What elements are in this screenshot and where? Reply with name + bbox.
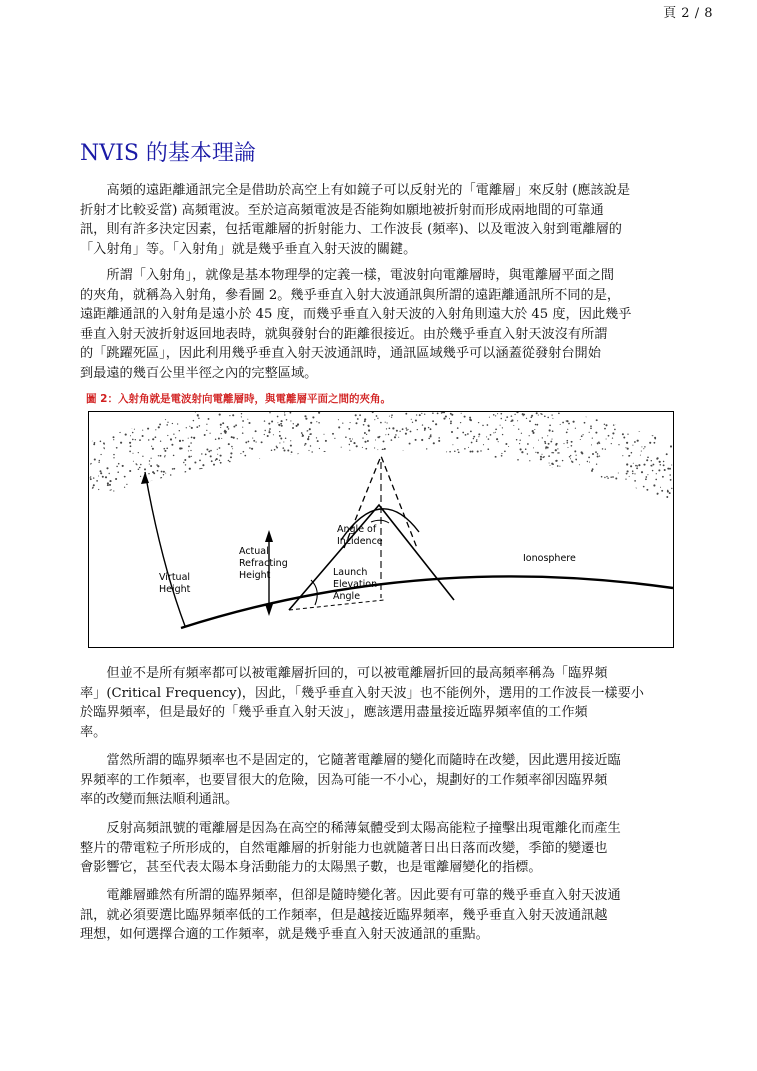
section-title: NVIS 的基本理論 [80,141,256,166]
page-number: 頁 2 / 8 [663,6,713,21]
ionosphere-diagram-svg [89,412,673,647]
virtual-height-arrow [145,472,185,626]
virtual-height-label-line2: Height [159,584,191,595]
incidence-label-line2: Incidence [337,536,383,547]
incidence-label-line1: Angle of [337,524,377,535]
paragraph-incidence-angle: 所謂「入射角」，就像是基本物理學的定義一樣，電波射向電離層時，與電離層平面之間 的夾角，就稱為入射角，參看圖 2。幾乎垂直入射大波通訊與所謂的遠距離通訊所不同的是， 遠距離通訊的入射角是遠小於 45 度，而幾乎垂直入射天波的入射角則遠大於 45 度，因此幾乎 垂直入射天波折射返回地表時，就與發射台的距離很接近。由於幾乎垂直入射天波沒有所謂 的「跳躍死區」，因此利用幾乎垂直入射天波通訊時，通訊區域幾乎可以涵蓋從發射台開始 到最遠的幾百公里半徑之內的完整區域。 [80,268,632,381]
virtual-height-label-line1: Virtual [159,572,191,583]
incidence-angle-arc [371,520,389,523]
ionosphere-diagram [88,411,674,648]
paragraph-frequency-selection: 電離層雖然有所謂的臨界頻率，但卻是隨時變化著。因此要有可靠的幾乎垂直入射天波通 訊，就必須要選比臨界頻率低的工作頻率，但是越接近臨界頻率，幾乎垂直入射天波通訊越 理想，如何選擇合適的工作頻率，就是幾乎垂直入射天波通訊的重點。 [80,888,621,943]
actual-height-label-line1: Actual [239,546,269,557]
launch-angle-label-line2: Elevation [333,579,378,590]
earth-surface [181,576,673,628]
launch-angle-label-line1: Launch [333,567,368,578]
actual-height-label-line2: Refracting [239,558,288,569]
ionosphere-label: Ionosphere [523,553,576,564]
paragraph-frequency-variation: 當然所謂的臨界頻率也不是固定的，它隨著電離層的變化而隨時在改變，因此選用接近臨 界頻率的工作頻率，也要冒很大的危險，因為可能一不小心，規劃好的工作頻率卻因臨界頻 率的改變而無法順利通訊。 [80,753,621,808]
actual-height-label-line3: Height [239,570,271,581]
figure-caption: 圖 2：入射角就是電波射向電離層時，與電離層平面之間的夾角。 [86,393,391,405]
paragraph-intro: 高頻的遠距離通訊完全是借助於高空上有如鏡子可以反射光的「電離層」來反射 (應該說是 折射才比較妥當) 高頻電波。至於這高頻電波是否能夠如願地被折射而形成兩地間的可靠通 訊，則有許多決定因素，包括電離層的折射能力、工作波長 (頻率)、以及電波入射到電離層的 「入射角」等。「入射角」就是幾乎垂直入射天波的關鍵。 [80,183,631,257]
paragraph-ionosphere-origin: 反射高頻訊號的電離層是因為在高空的稀薄氣體受到太陽高能粒子撞擊出現電離化而產生 整片的帶電粒子所形成的，自然電離層的折射能力也就隨著日出日落而改變，季節的變遷也 會影響它，甚至代表太陽本身活動能力的太陽黑子數，也是電離層變化的指標。 [80,821,621,876]
launch-angle-label-line3: Angle [333,591,361,602]
paragraph-critical-frequency: 但並不是所有頻率都可以被電離層折回的，可以被電離層折回的最高頻率稱為「臨界頻 率」(Critical Frequency)，因此，「幾乎垂直入射天波」也不能例外，選用的工作波長一樣要小 於臨界頻率，但是最好的「幾乎垂直入射天波」，應該選用盡量接近臨界頻率值的工作頻 率。 [80,666,644,740]
